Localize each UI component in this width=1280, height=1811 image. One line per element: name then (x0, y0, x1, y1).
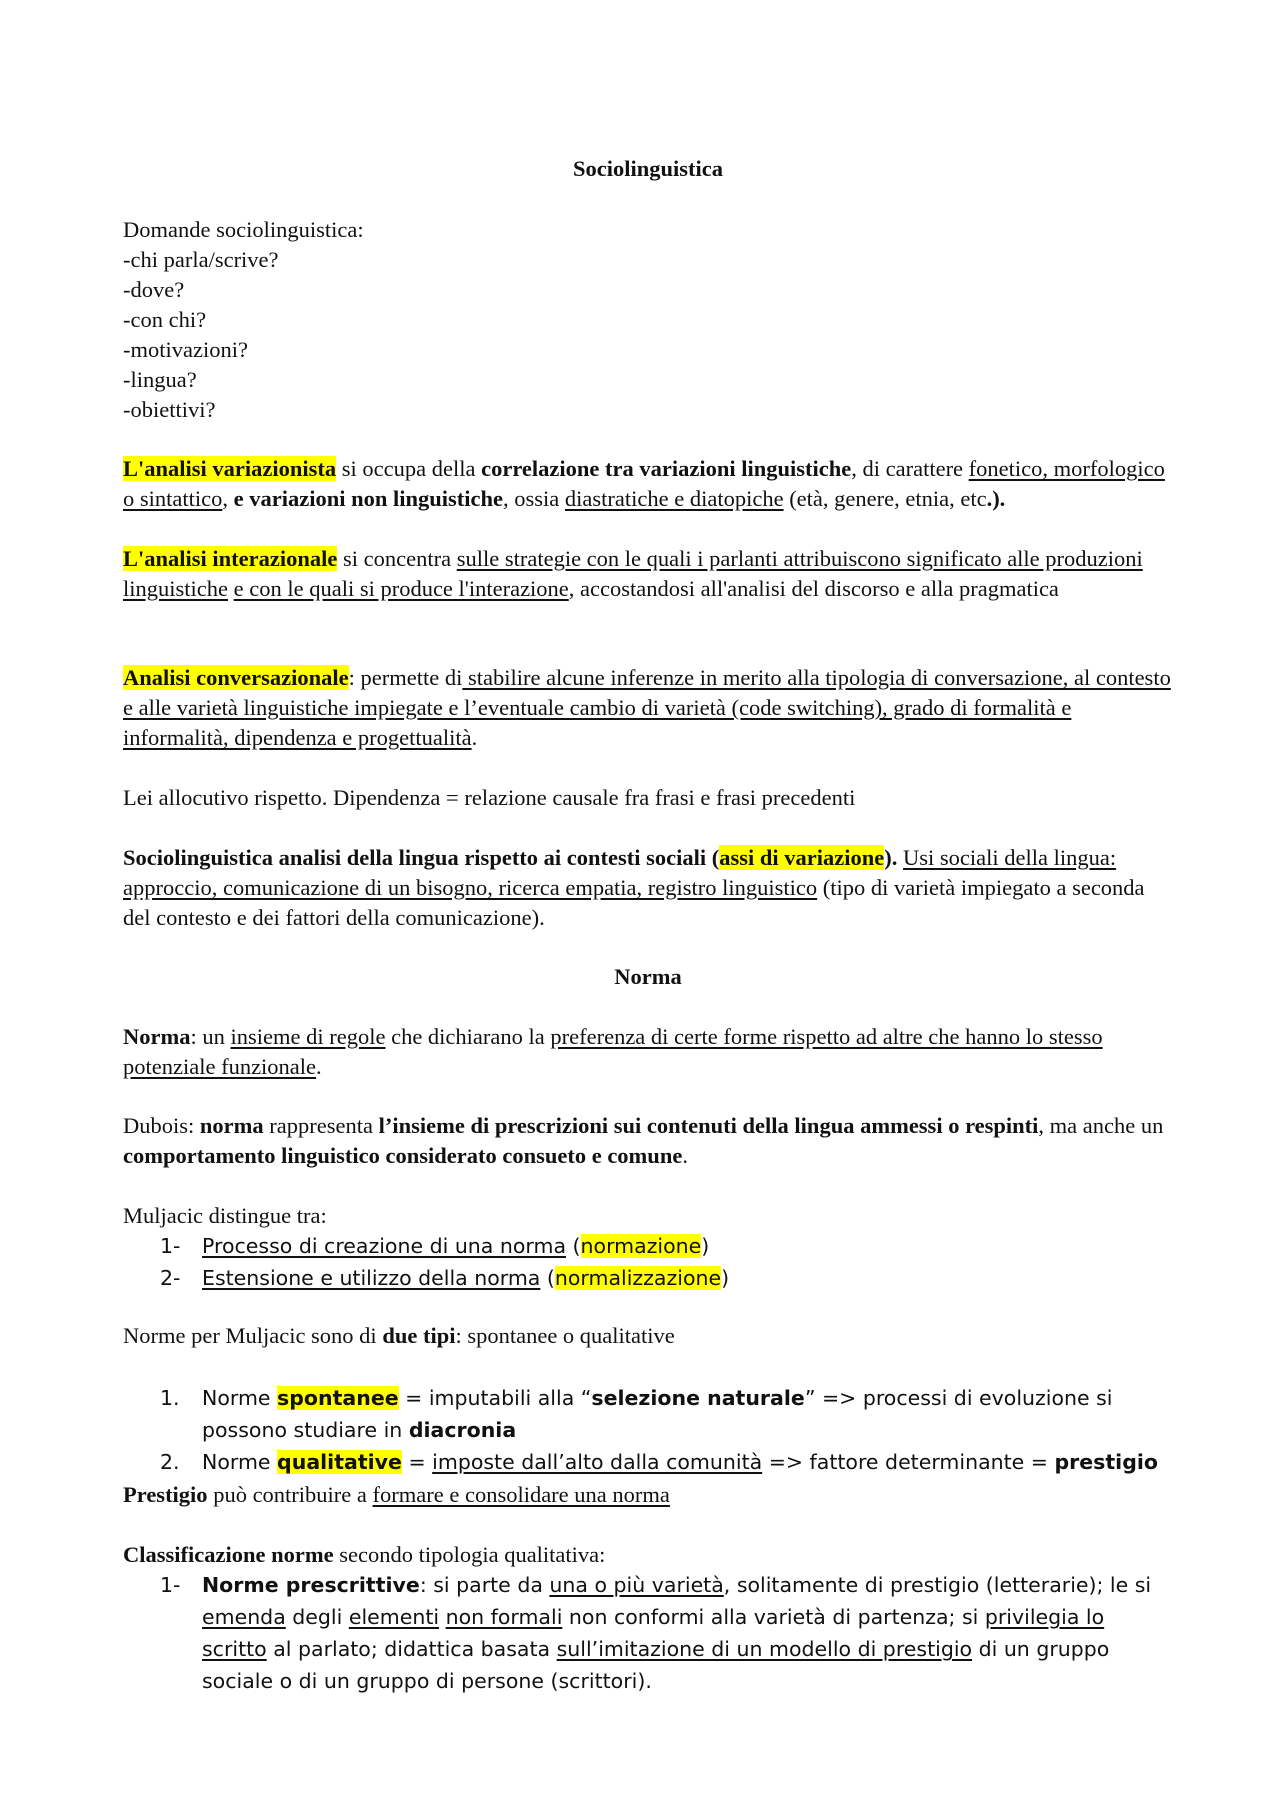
questions-intro: Domande sociolinguistica: (123, 217, 364, 242)
questions-block (123, 215, 1173, 425)
list-item: 1- Processo di creazione di una norma (normazione) (160, 1234, 710, 1258)
list-item: 2. Norme qualitative = imposte dall’alto dalla comunità => fattore determinante = prestigio (160, 1450, 1158, 1474)
sociolinguistica-paragraph: Sociolinguistica analisi della lingua rispetto ai contesti sociali (assi di variazione). Usi sociali della lingua: approccio, comunicazione di un bisogno, ricerca empatia, registro linguistico (tipo di varietà impiegato a seconda del contesto e dei fattori della comunicazione). (123, 845, 1145, 930)
interazionale-paragraph: L'analisi interazionale si concentra sulle strategie con le quali i parlanti attribuiscono significato alle produzioni linguistiche e con le quali si produce l'interazione, accostandosi all'analisi del discorso e alla pragmatica (123, 546, 1143, 601)
question-item: -lingua? (123, 367, 197, 392)
question-item: -con chi? (123, 307, 207, 332)
prestigio-paragraph: Prestigio può contribuire a formare e consolidare una norma (123, 1482, 670, 1507)
muljacic-intro: Muljacic distingue tra: (123, 1203, 327, 1228)
list-item: 2- Estensione e utilizzo della norma (normalizzazione) (160, 1266, 730, 1290)
lei-paragraph: Lei allocutivo rispetto. Dipendenza = relazione causale fra frasi e frasi precedenti (123, 785, 856, 810)
section-title-norma: Norma (614, 964, 682, 989)
tipi-paragraph: Norme per Muljacic sono di due tipi: spontanee o qualitative (123, 1323, 675, 1348)
question-item: -obiettivi? (123, 397, 216, 422)
question-item: -motivazioni? (123, 337, 248, 362)
question-item: -dove? (123, 277, 185, 302)
conversazionale-paragraph: Analisi conversazionale: permette di stabilire alcune inferenze in merito alla tipologia di conversazione, al contesto e alle varietà linguistiche impiegate e l’eventuale cambio di varietà (code switching), grado di formalità e informalità, dipendenza e progettualità. (123, 665, 1171, 750)
variazionista-paragraph: L'analisi variazionista si occupa della correlazione tra variazioni linguistiche, di carattere fonetico, morfologico o sintattico, e variazioni non linguistiche, ossia diastratiche e diatopiche (età, genere, etnia, etc.). (123, 456, 1165, 511)
list-item: 1. Norme spontanee = imputabili alla “selezione naturale” => processi di evoluzione si possono studiare in diacronia (160, 1386, 1113, 1442)
norma-definition: Norma: un insieme di regole che dichiarano la preferenza di certe forme rispetto ad altre che hanno lo stesso potenziale funzionale. (123, 1024, 1103, 1079)
question-item: -chi parla/scrive? (123, 247, 279, 272)
page-title: Sociolinguistica (572, 156, 724, 181)
list-item: 1- Norme prescrittive: si parte da una o più varietà, solitamente di prestigio (letterarie); le si emenda degli elementi non formali non conformi alla varietà di partenza; si privilegia lo scritto al parlato; didattica basata sull’imitazione di un modello di prestigio di un gruppo sociale o di un gruppo di persone (scrittori). (160, 1573, 1152, 1693)
classificazione-paragraph: Classificazione norme secondo tipologia qualitativa: (123, 1542, 606, 1567)
dubois-paragraph: Dubois: norma rappresenta l’insieme di prescrizioni sui contenuti della lingua ammessi o respinti, ma anche un comportamento linguistico considerato consueto e comune. (123, 1113, 1164, 1168)
